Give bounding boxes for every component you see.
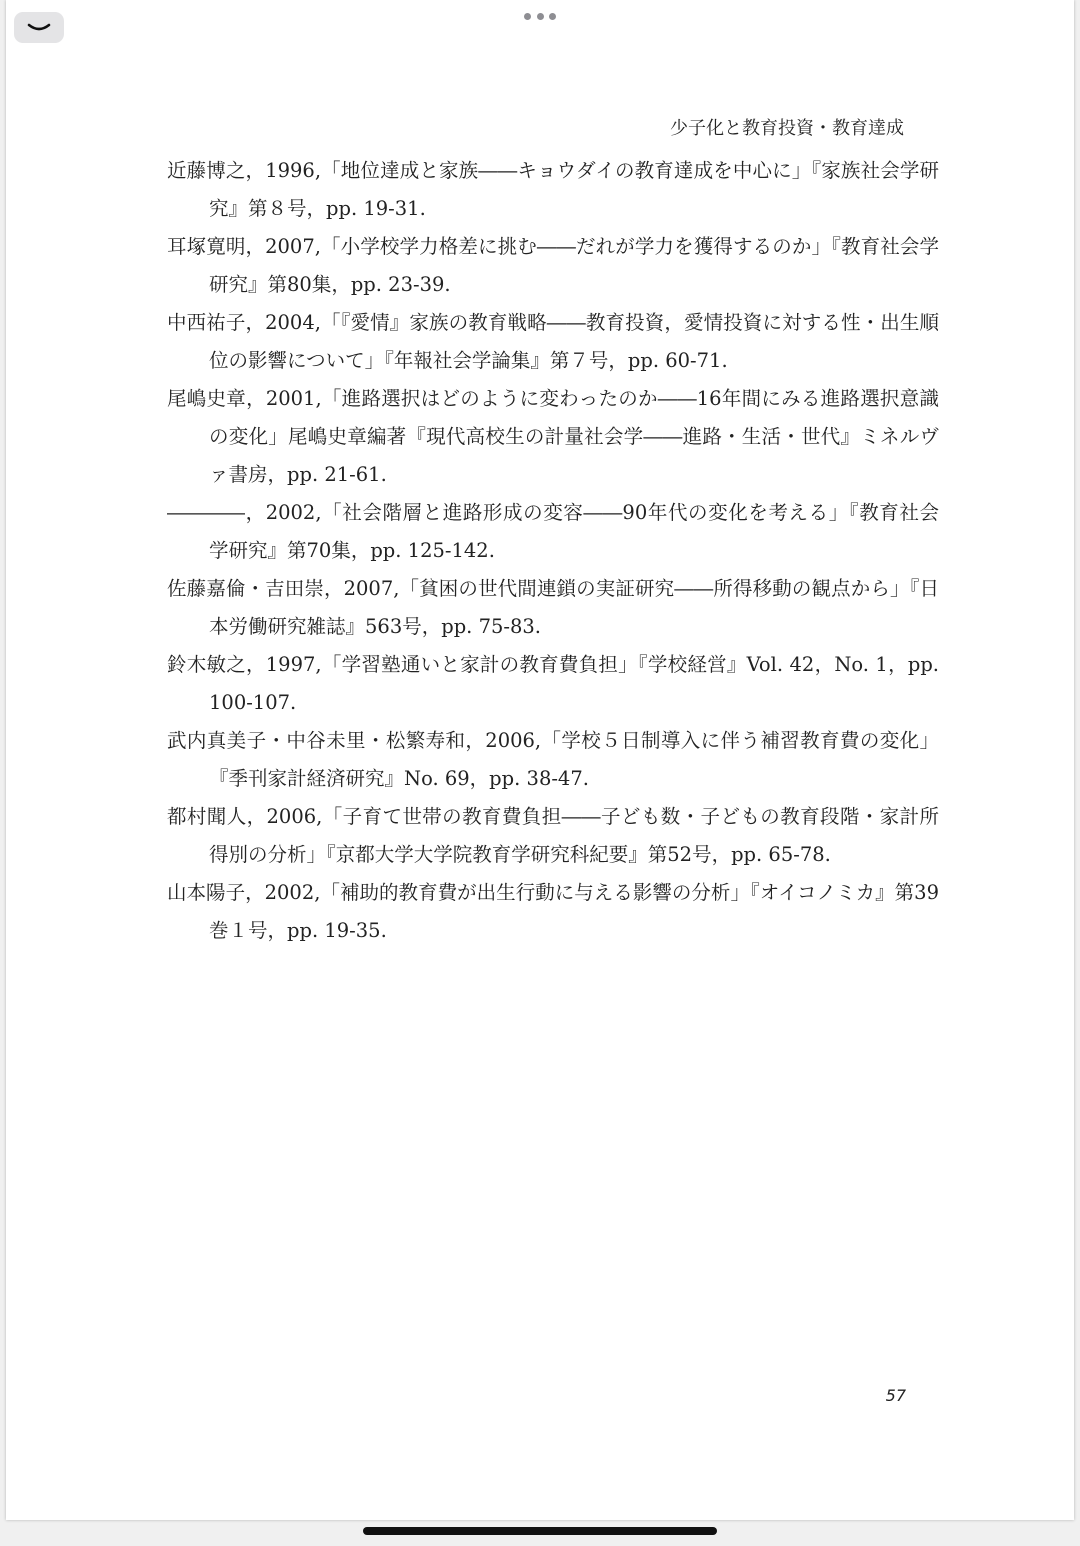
running-header: 少子化と教育投資・教育達成 [670, 118, 904, 139]
document-page [6, 0, 1074, 1520]
home-indicator[interactable] [363, 1527, 717, 1535]
collapse-button[interactable] [14, 12, 64, 43]
reference-list [167, 152, 939, 950]
reference-entry: 尾嶋史章，2001,「進路選択はどのように変わったのか――16年間にみる進路選択意識の変化」尾嶋史章編著『現代高校生の計量社会学――進路・生活・世代』ミネルヴァ書房，pp. 21-61. [167, 387, 939, 486]
reference-entry: 都村聞人，2006,「子育て世帯の教育費負担――子ども数・子どもの教育段階・家計所得別の分析」『京都大学大学院教育学研究科紀要』第52号，pp. 65-78. [167, 805, 939, 866]
reference-entry: 近藤博之，1996,「地位達成と家族――キョウダイの教育達成を中心に」『家族社会学研究』第８号，pp. 19-31. [167, 159, 939, 220]
ellipsis-icon [524, 13, 531, 20]
more-options-button[interactable] [524, 10, 556, 22]
reference-entry: 山本陽子，2002,「補助的教育費が出生行動に与える影響の分析」『オイコノミカ』第39巻１号，pp. 19-35. [167, 881, 939, 942]
reference-entry: 鈴木敏之，1997,「学習塾通いと家計の教育費負担」『学校経営』Vol. 42，No. 1，pp. 100-107. [167, 653, 939, 714]
ellipsis-icon [549, 13, 556, 20]
reference-entry: 佐藤嘉倫・吉田崇，2007,「貧困の世代間連鎖の実証研究――所得移動の観点から」『日本労働研究雑誌』563号，pp. 75-83. [167, 577, 939, 638]
ellipsis-icon [537, 13, 544, 20]
reference-entry: 武内真美子・中谷未里・松繁寿和，2006,「学校５日制導入に伴う補習教育費の変化」『季刊家計経済研究』No. 69，pp. 38-47. [167, 729, 939, 790]
reference-entry: 中西祐子，2004,「『愛情』家族の教育戦略――教育投資，愛情投資に対する性・出生順位の影響について」『年報社会学論集』第７号，pp. 60-71. [167, 311, 939, 372]
reference-entry: 耳塚寛明，2007,「小学校学力格差に挑む――だれが学力を獲得するのか」『教育社会学研究』第80集，pp. 23-39. [167, 235, 939, 296]
chevron-down-icon [27, 22, 51, 34]
reference-entry: ――――，2002,「社会階層と進路形成の変容――90年代の変化を考える」『教育社会学研究』第70集，pp. 125-142. [167, 501, 939, 562]
page-number: 57 [885, 1386, 906, 1405]
